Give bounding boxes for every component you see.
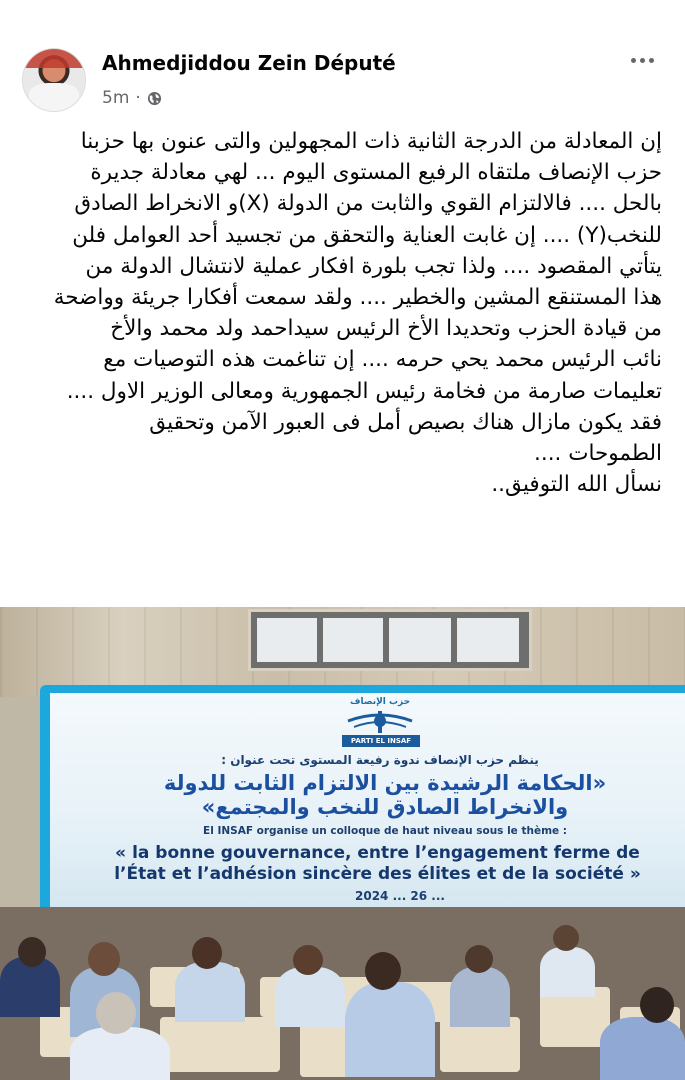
author-name[interactable]: Ahmedjiddou Zein Député xyxy=(102,51,396,75)
post-text-line: الطموحات .... xyxy=(534,441,662,467)
post-text-line: تعليمات صارمة من فخامة رئيس الجمهورية ومعالى الوزير الاول .... xyxy=(66,378,662,404)
slide-french-title xyxy=(80,843,675,885)
more-horizontal-icon[interactable] xyxy=(627,50,657,70)
attendee-head xyxy=(96,992,136,1034)
avatar-robe xyxy=(29,83,79,111)
post-text-line: يتأتي المقصود .... ولذا تجب بلورة افكار عملية لانتشال الدولة من xyxy=(85,253,662,279)
slide-french-title-line: « la bonne gouvernance, entre l’engagement ferme de xyxy=(115,843,640,863)
party-logo-icon xyxy=(340,707,420,735)
post-text-line: إن المعادلة من الدرجة الثانية ذات المجهولين والتى عنون بها حزبنا xyxy=(80,129,662,154)
post-text xyxy=(22,126,662,500)
attendee-head xyxy=(365,952,401,990)
booth-window xyxy=(248,609,532,671)
post-photo[interactable] xyxy=(0,607,685,1080)
attendee-head xyxy=(640,987,674,1023)
attendee xyxy=(345,982,435,1077)
post-text-line: من قيادة الحزب وتحديدا الأخ الرئيس سيداحمد ولد محمد والأخ xyxy=(110,316,662,342)
attendee xyxy=(540,947,595,997)
attendee-head xyxy=(465,945,493,973)
attendee-head xyxy=(18,937,46,967)
author-avatar[interactable] xyxy=(22,48,86,112)
slide-arabic-title xyxy=(150,771,620,819)
slide-arabic-title-line: «الحكامة الرشيدة بين الالتزام الثابت للدولة xyxy=(163,771,607,795)
post-text-line: حزب الإنصاف ملتقاه الرفيع المستوى اليوم ... لهي معادلة جديرة xyxy=(90,160,662,186)
post-header xyxy=(0,0,685,120)
post-meta xyxy=(102,88,162,108)
post-text-line: نسأل الله التوفيق.. xyxy=(491,472,662,498)
post-text-line: نائب الرئيس محمد يحي حرمه .... إن تناغمت هذه التوصيات مع xyxy=(103,347,662,373)
slide-french-intro: El INSAF organise un colloque de haut niveau sous le thème : xyxy=(203,825,567,837)
attendee xyxy=(275,967,345,1027)
chair xyxy=(160,1017,280,1072)
globe-icon xyxy=(147,91,162,106)
post-text-line: بالحل .... فالالتزام القوي والثابت من الدولة (X)و الانخراط الصادق xyxy=(74,191,662,217)
slide-party-latin: PARTI EL INSAF xyxy=(342,735,420,747)
post-text-line: للنخب(Y) .... إن غابت العناية والتحقق من تجسيد أحد العوامل فلن xyxy=(72,222,662,248)
slide-party-arabic: حزب الإنصاف xyxy=(350,697,411,707)
attendee-head xyxy=(192,937,222,969)
attendee-head xyxy=(553,925,579,951)
avatar-flag-background xyxy=(23,49,85,68)
attendee-head xyxy=(293,945,323,975)
attendee xyxy=(450,967,510,1027)
attendee xyxy=(70,1027,170,1080)
post-text-line: فقد يكون مازال هناك بصيص أمل فى العبور الآمن وتحقيق xyxy=(149,409,662,435)
meta-separator: · xyxy=(135,88,141,108)
attendee-head xyxy=(88,942,120,976)
slide-french-title-line: l’État et l’adhésion sincère des élites et de la société » xyxy=(114,864,641,884)
slide-arabic-title-line: والانخراط الصادق للنخب والمجتمع» xyxy=(201,795,569,819)
post-time[interactable]: 5m xyxy=(102,88,130,108)
slide-arabic-intro: ينظم حزب الإنصاف ندوة رفيعة المستوى تحت عنوان : xyxy=(221,753,539,767)
attendee xyxy=(175,962,245,1022)
attendee xyxy=(600,1017,685,1080)
slide-date: 2024 ... 26 ... xyxy=(355,889,445,903)
post-text-line: هذا المستنقع المشين والخطير .... ولقد سمعت أفكارا جريئة وواضحة xyxy=(53,285,662,311)
